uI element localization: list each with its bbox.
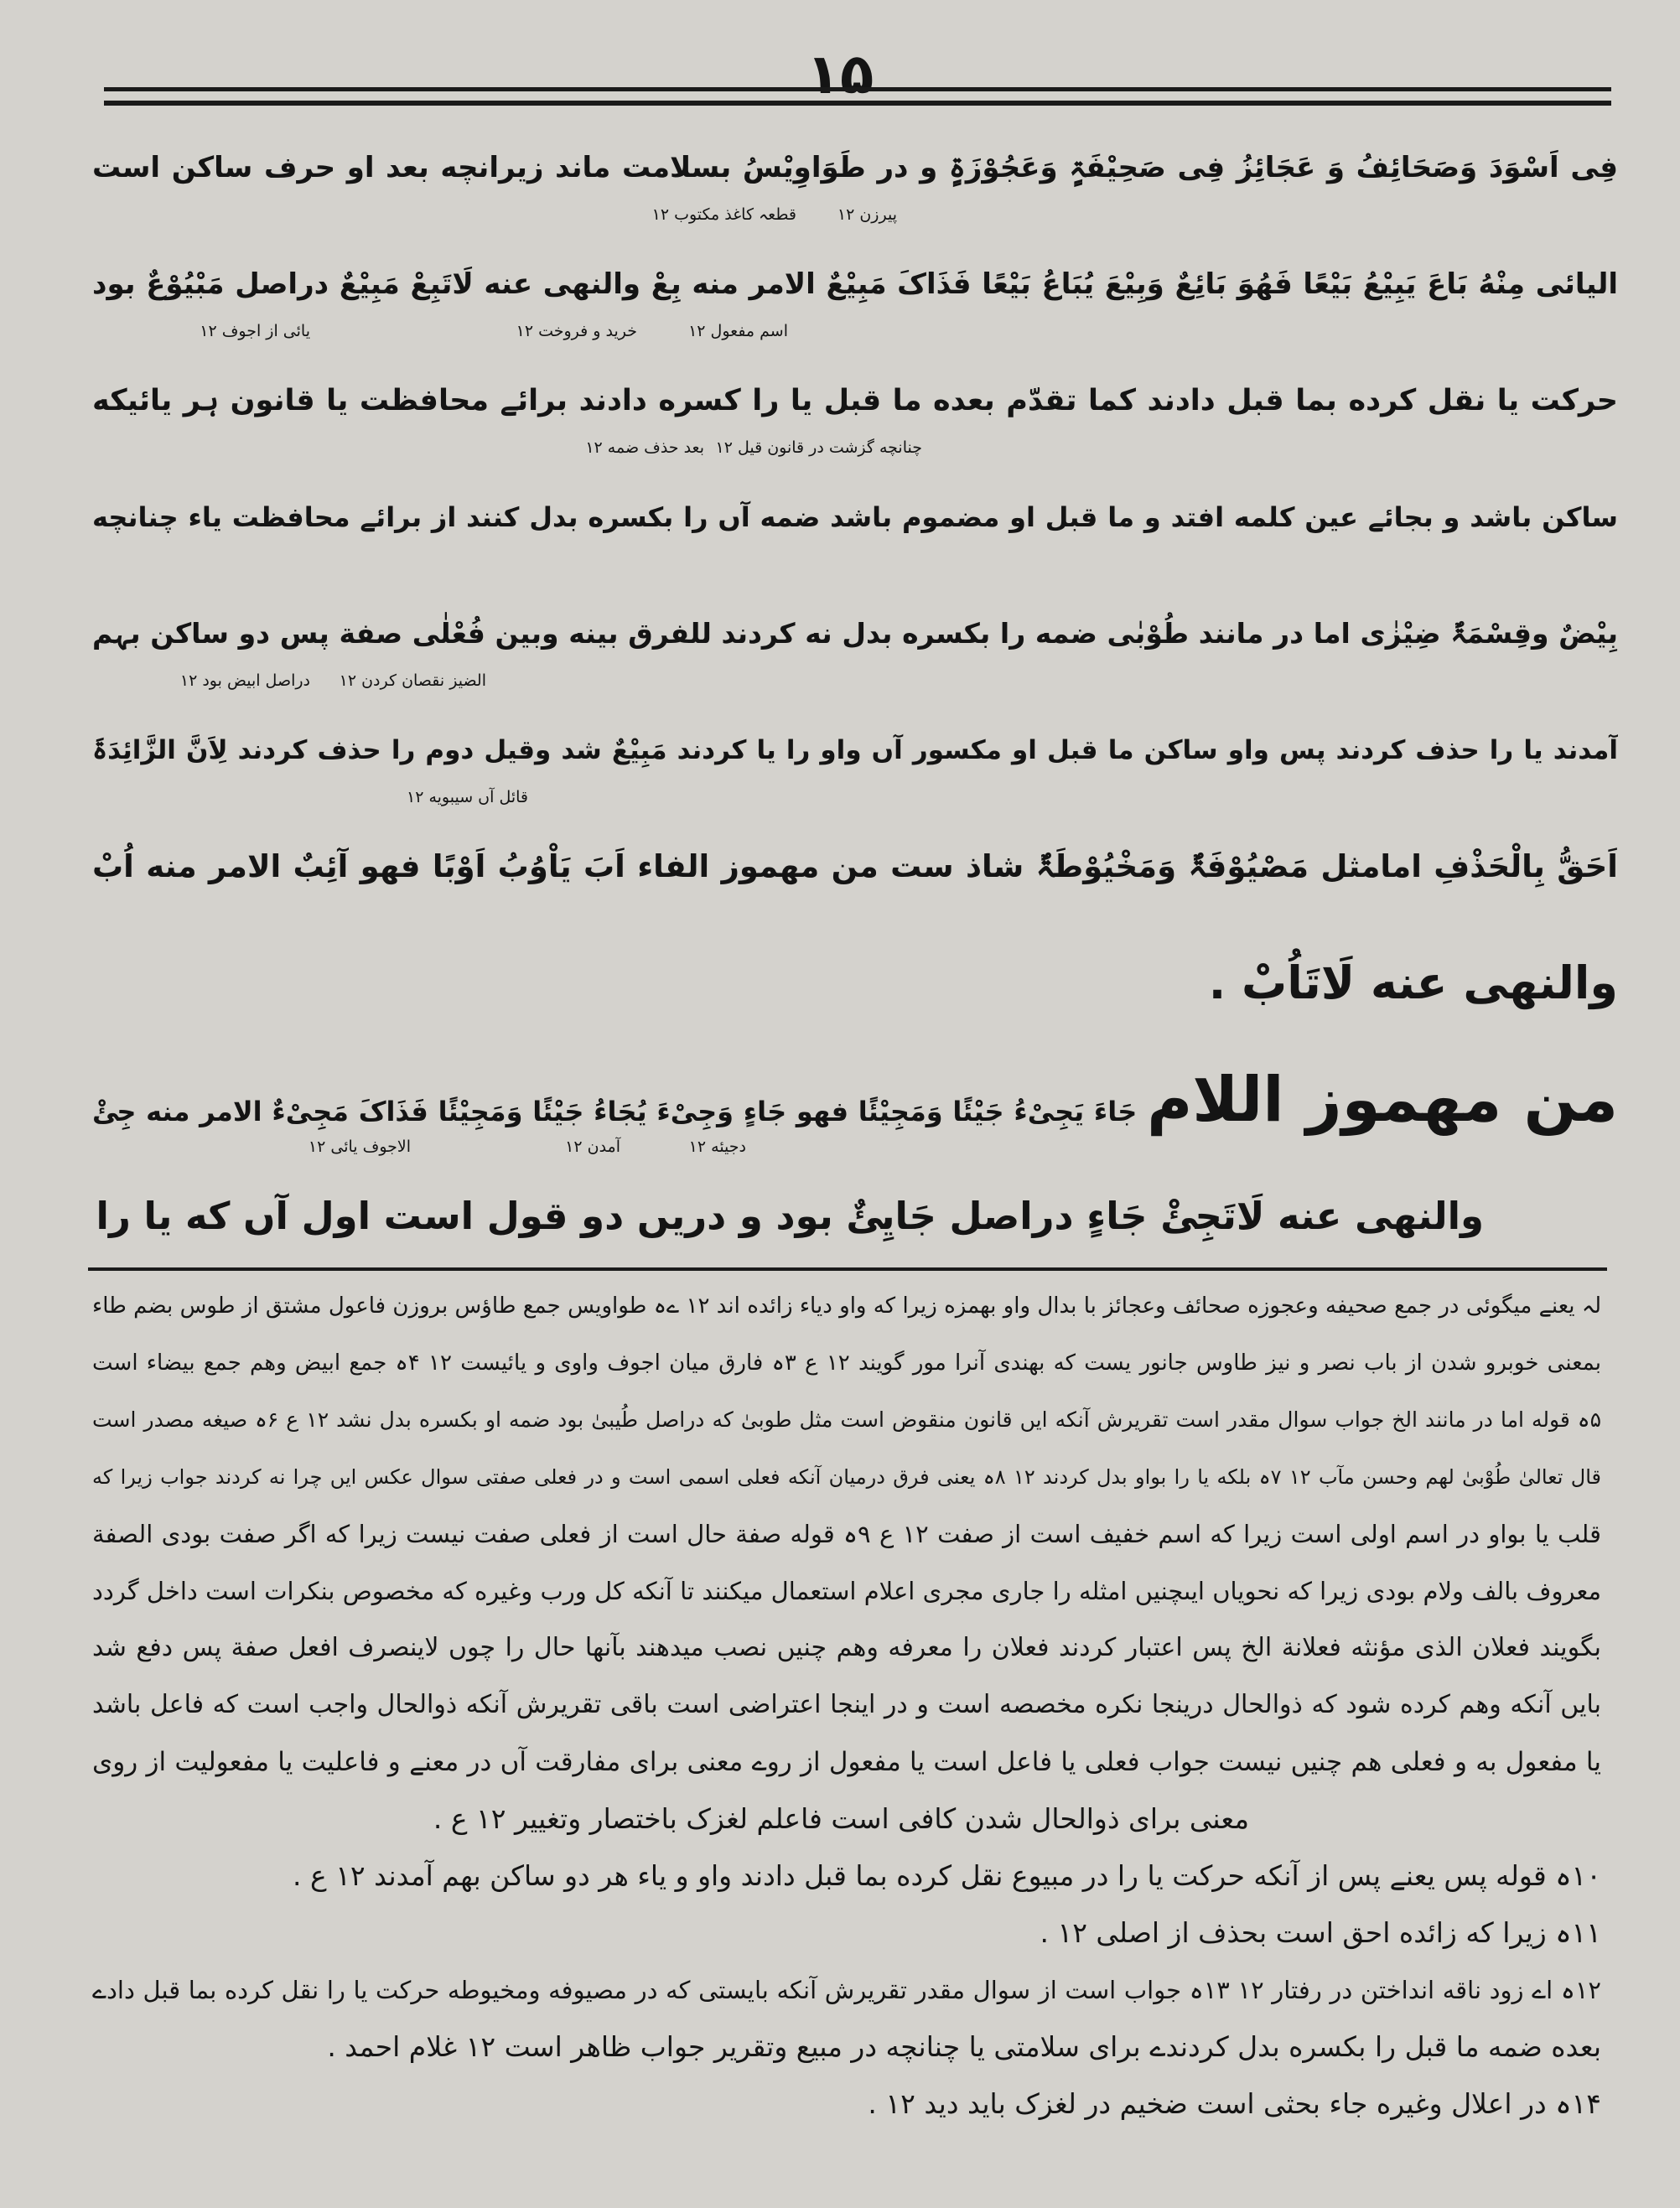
gloss: بعد حذف ضمه ۱۲ [585, 438, 704, 457]
gloss: الضیز نقصان کردن ۱۲ [339, 671, 486, 690]
text-line-content: آمدند یا را حذف کردند پس واو ساکن ما قبل او مکسور آں واو را یا کردند مَبِیْعٌ شد وقیل دوم را حذف کردند لِاَنَّ الزَّائِدَۃَ [92, 735, 1618, 765]
gloss: الاجوف یائی ۱۲ [308, 1138, 411, 1156]
text-line-content: بِیْضٌ وقِسْمَۃٌ ضِیْزٰی اما در مانند طُوْبٰی ضمه را بکسره بدل نه کردند للفرق بینه وبین فُعْلٰی صفة پس دو ساکن بہم [92, 617, 1618, 650]
gloss: دجیئه ۱۲ [688, 1138, 746, 1156]
footnote-line: بعده ضمه ما قبل را بکسره بدل کردندے برای سلامتی یا چنانچه در مبیع وتقریر جواب ظاهر است ۱۲ غلام احمد . [327, 2030, 1601, 2063]
main-text-block [92, 126, 1618, 1291]
text-line-5 [92, 592, 1618, 708]
page-number: ۱۵ [806, 42, 874, 106]
text-line-3 [92, 359, 1618, 475]
footnote-line: ۱۴ہ در اعلال وغیره جاء بحثی است ضخیم در لغزک باید دید ۱۲ . [868, 2087, 1601, 2120]
footnote-line: قال تعالیٰ طُوْبیٰ لهم وحسن مآب ۱۲ ۷ہ بلکه یا را بواو بدل کردند ۱۲ ۸ہ یعنی فرق درمیان آنکه فعلی اسمی است و در فعلی صفتی سوال عکس ایں چرا نه کردند جواب زیرا که [92, 1465, 1601, 1489]
footnote-line: یا مفعول به و فعلی هم چنیں نیست جواب فعلی یا فاعل است یا مفعول از روے معنی برای مفارقت آں در معنے و فاعلیت یا مفعولیت از روی [92, 1747, 1601, 1777]
text-line-content: فِی اَسْوَدَ وَصَحَائِفُ وَ عَجَائِزُ فِی صَحِیْفَۃٍ وَعَجُوْزَۃٍ و در طَوَاوِیْسُ بسلامت ماند زیرانچه بعد او حرف ساکن است [92, 151, 1618, 184]
gloss: دراصل ابیض بود ۱۲ [179, 671, 310, 690]
footnote-line: بمعنی خوبرو شدن از باب نصر و نیز طاوس جانور یست که بهندی آنرا مور گویند ۱۲ ع ۳ہ فارق میان اجوف واوی و یائیست ۱۲ ۴ہ جمع ابیض وهم جمع بیضاء است [92, 1350, 1601, 1376]
gloss: یائی از اجوف ۱۲ [200, 322, 310, 340]
section-line-content: جَاءَ یَجِیْءُ جَیْئًا وَمَجِیْئًا فهو جَاءٍ وَجِیْءَ یُجَاءُ جَیْئًا وَمَجِیْئًا فَذَاکَ مَجِیْءٌ الامر منه جِئْ [92, 1096, 1138, 1127]
text-line-2 [92, 242, 1618, 359]
footnote-line: لہ یعنے میگوئی در جمع صحیفه وعجوزه صحائف وعجائز با بدال واو بهمزه زیرا که واو دیاء زائده اند ۱۲ ےہ طواویس جمع طاؤس بروزن فاعول مشتق از طوس بضم طاء [92, 1293, 1601, 1319]
section-line-1 [92, 1058, 1618, 1174]
gloss: قائل آں سیبویه ۱۲ [407, 788, 528, 806]
gloss: اسم مفعول ۱۲ [688, 322, 788, 340]
footnote-separator [88, 1267, 1607, 1271]
gloss: خرید و فروخت ۱۲ [516, 322, 637, 340]
footnote-line: ۵ہ قوله اما در مانند الخ جواب سوال مقدر است تقریرش آنکه ایں قانون منقوض است مثل طوبیٰ که دراصل طُیبیٰ بود ضمه او بکسره بدل نشد ۱۲ ع ۶ہ صیغه مصدر است [92, 1407, 1601, 1432]
gloss: آمدن ۱۲ [565, 1138, 620, 1156]
text-line-6 [92, 708, 1618, 825]
gloss: قطعہ کاغذ مکتوب ۱۲ [651, 205, 796, 224]
footnote-line: معروف بالف ولام بودی زیرا که نحویاں ایںچنیں امثله را جاری مجری اعلام استعمال میکنند تا آنکه کل ورب وغیره که مخصوص بنکرات است داخل گردد [92, 1577, 1601, 1605]
footnote-line: بگویند فعلان الذی مؤنثه فعلانة الخ پس اعتبار کردند فعلان را معرفه وهم چنیں نصب میدهند بآنها حال را چوں لاینصرف افعل صفة پس دفع شد [92, 1633, 1601, 1662]
footnote-line: بایں آنکه وهم کرده شود که ذوالحال درینجا نکره مخصصه است و در اینجا اعتراضی است باقی تقریرش آنکه ذوالحال واجب است که فاعل باشد [92, 1690, 1601, 1719]
gloss: چنانچه گزشت در قانون قیل ۱۲ [715, 438, 922, 457]
footnotes-block [92, 1278, 1601, 2133]
text-line-content: الیائی مِنْهُ بَاعَ یَبِیْعُ بَیْعًا فَهُوَ بَائِعٌ وَبِیْعَ یُبَاعُ بَیْعًا فَذَاکَ مَبِیْعٌ الامر منه بِعْ والنهی عنه لَاتَبِعْ مَبِیْعٌ دراصل مَبْیُوْعٌ بود [92, 267, 1618, 301]
section-line-content: والنهی عنه لَاتَجِئْ جَاءٍ دراصل جَایِئٌ بود و دریں دو قول است اول آں که یا را [96, 1194, 1484, 1238]
text-line-8 [92, 941, 1618, 1058]
footnote-line: ۱۰ہ قوله پس یعنے پس از آنکه حرکت یا را در مبیوع نقل کرده بما قبل دادند واو و یاء هر دو ساکن بهم آمدند ۱۲ ع . [293, 1859, 1601, 1892]
text-line-4 [92, 475, 1618, 592]
header-double-rule [104, 87, 1611, 106]
footnote-line: قلب یا بواو در اسم اولی است زیرا که اسم خفیف است از صفت ۱۲ ع ۹ہ قوله صفة حال است از فعلی صفت نیست زیرا که اگر صفت بودی الصفة [92, 1520, 1601, 1548]
text-line-7 [92, 825, 1618, 941]
footnote-line: ۱۲ہ اے زود ناقه انداختن در رفتار ۱۲ ۱۳ہ جواب است از سوال مقدر تقریرش آنکه بایستی که در مصیوفه ومخیوطه حرکت یا را نقل کرده بما قبل دادے [92, 1976, 1601, 2004]
text-line-content: اَحَقُّ بِالْحَذْفِ امامثل مَصْیُوْفَۃٌ وَمَخْیُوْطَۃٌ شاذ ست من مهموز الفاء اَبَ یَاْوُبُ اَوْبًا فهو آئِبٌ الامر منه اُبْ [92, 848, 1618, 884]
section-heading: من مهموز اللام [1147, 1064, 1618, 1136]
text-line-content: ساکن باشد و بجائے عین کلمه افتد و ما قبل او مضموم باشد ضمه آں را بکسره بدل کنند از برائے محافظت یاء چنانچه [92, 501, 1618, 533]
gloss: پیرزن ۱۲ [837, 205, 897, 224]
footnote-line: معنی برای ذوالحال شدن کافی است فاعلم لغزک باختصار وتغییر ۱۲ ع . [433, 1802, 1249, 1835]
section-line-2 [92, 1174, 1618, 1291]
text-line-content: حرکت یا نقل کرده بما قبل دادند کما تقدّم بعده ما قبل یا را کسره دادند برائے محافظت یا قانون ہر یائیکه [92, 384, 1618, 417]
text-line-content: والنهی عنه لَاتَاُبْ . [1208, 956, 1618, 1009]
text-line-1 [92, 126, 1618, 242]
footnote-line: ۱۱ہ زیرا که زائده احق است بحذف از اصلی ۱۲ . [1040, 1916, 1601, 1949]
